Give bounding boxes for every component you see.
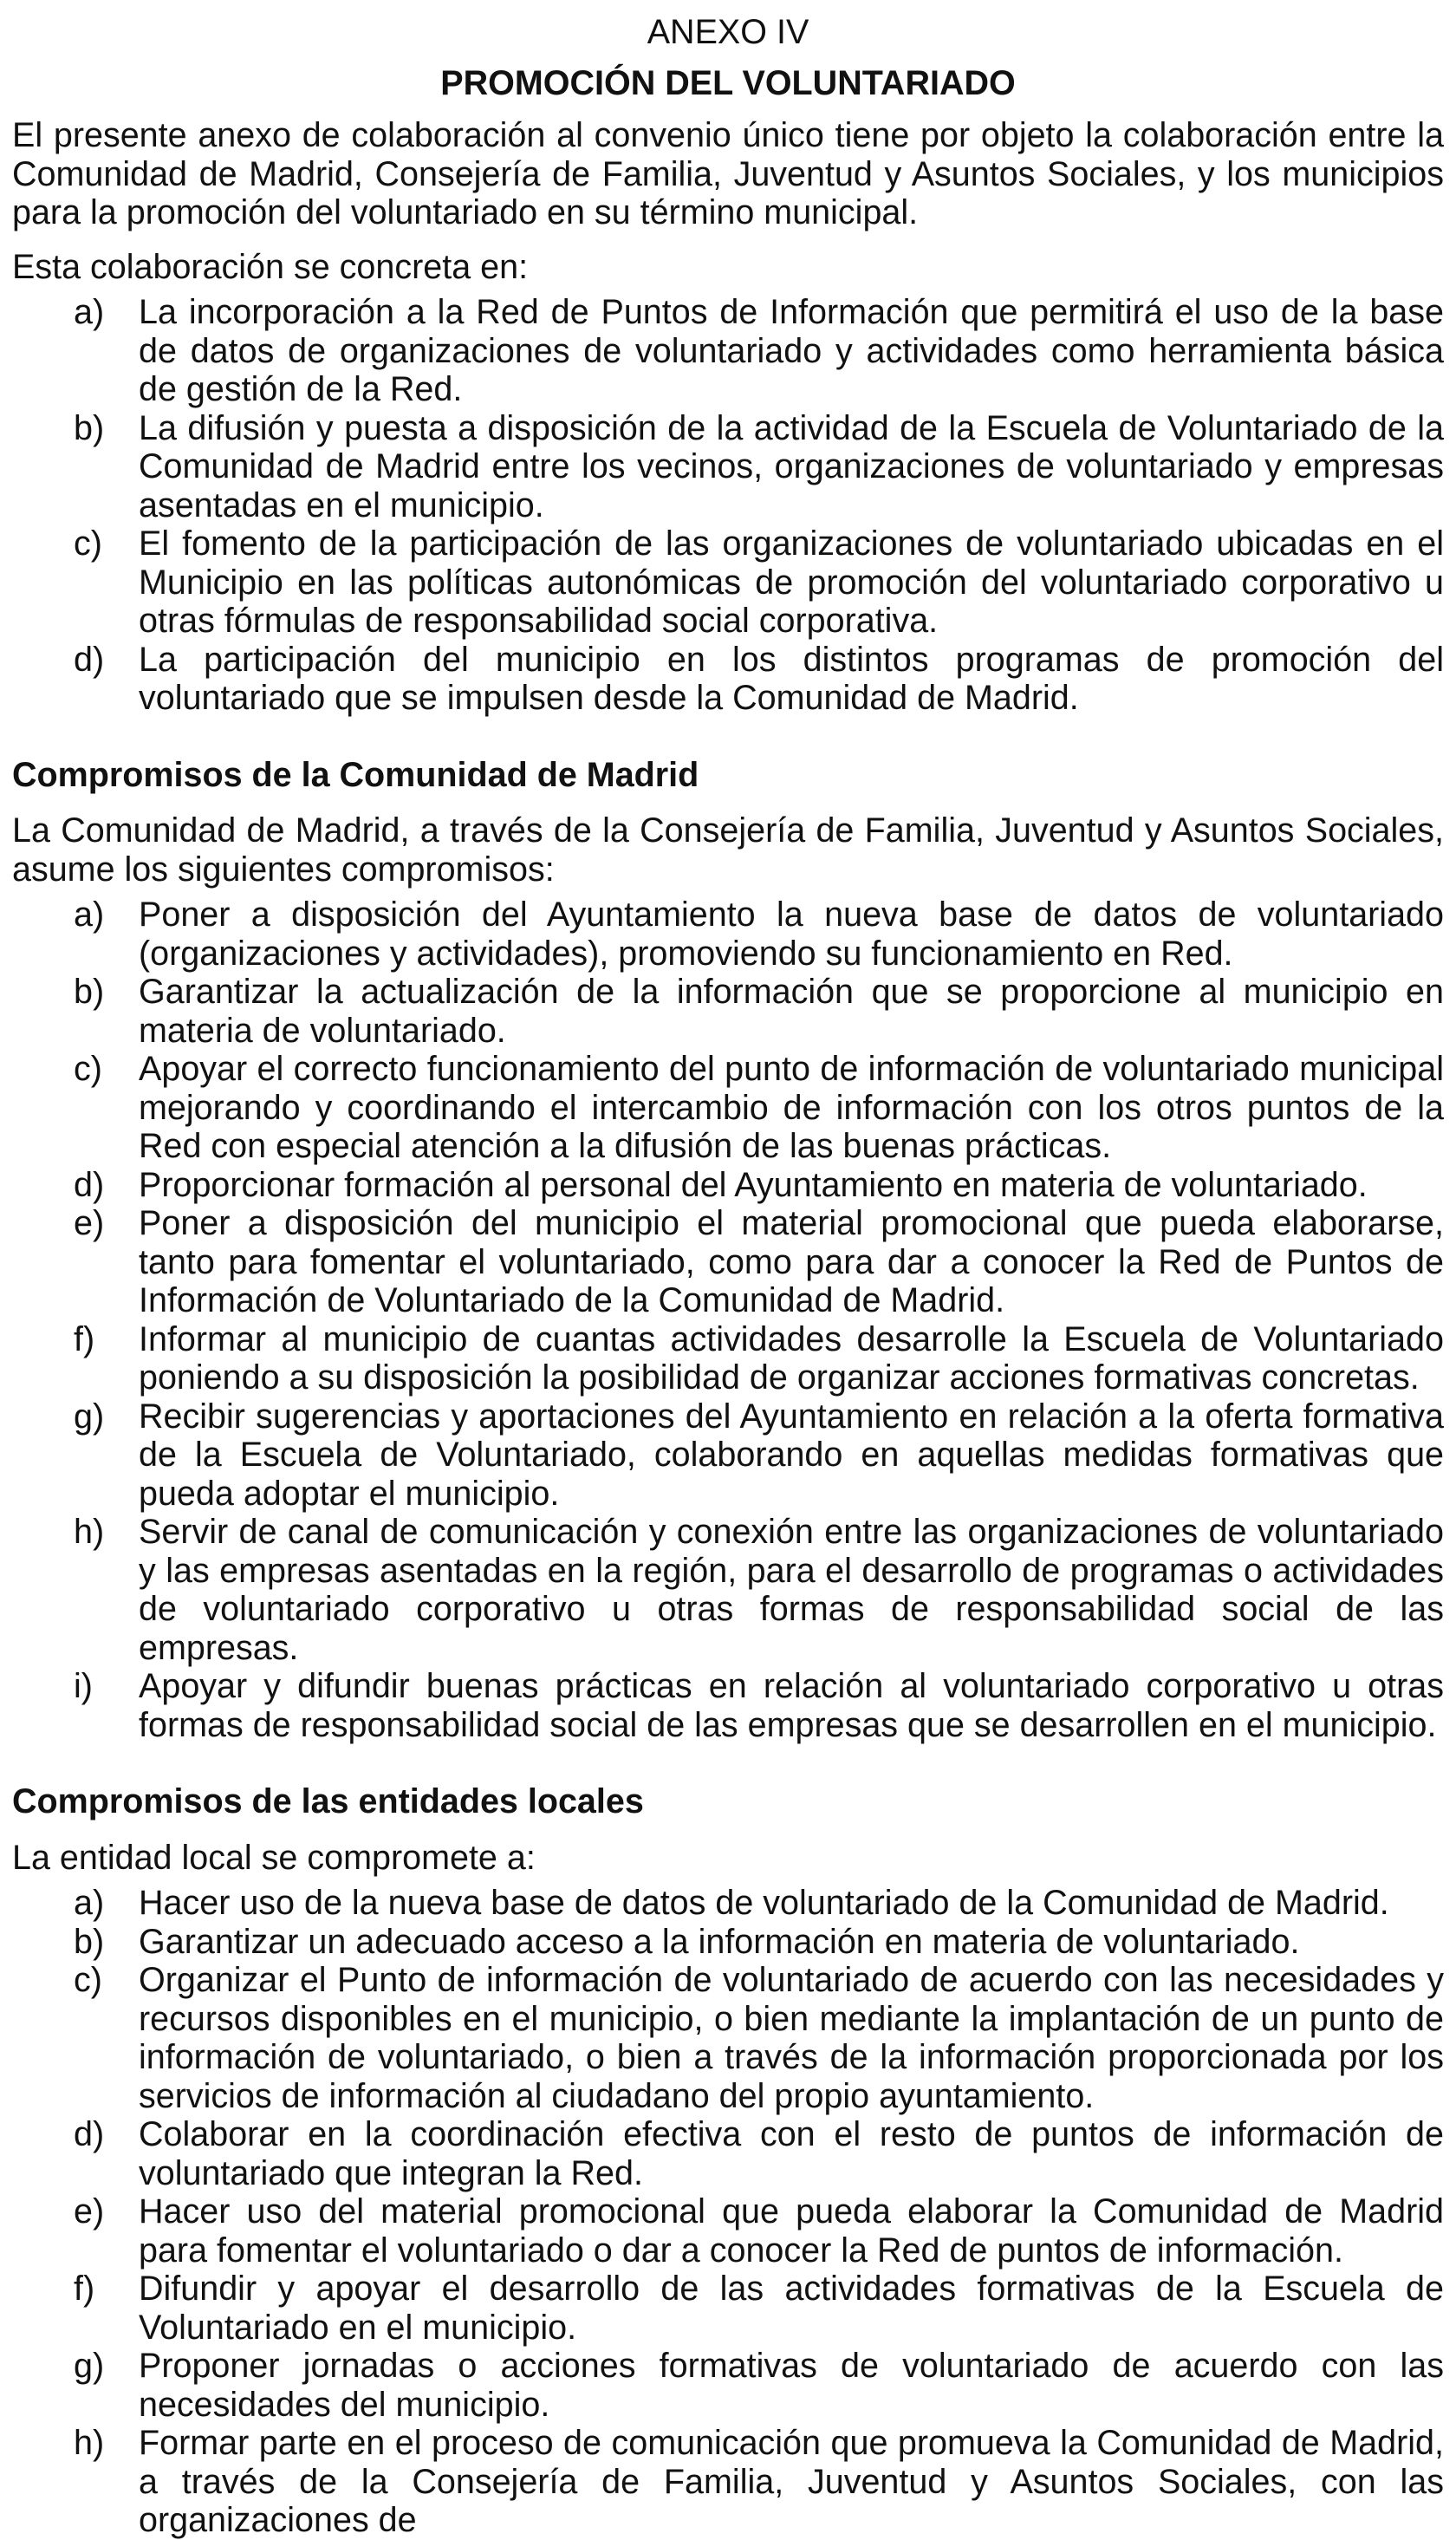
list-item [12, 1961, 1444, 2115]
list-item-text: Informar al municipio de cuantas actividades desarrolle la Escuela de Voluntariado poniendo a su disposición la posibilidad de organizar acciones formativas concretas. [139, 1319, 1444, 1397]
list-marker: i) [74, 1667, 93, 1705]
list-item-text: Formar parte en el proceso de comunicación que promueva la Comunidad de Madrid, a través de la Consejería de Familia, Juventud y Asuntos Sociales, con las organizaciones de [139, 2424, 1444, 2539]
list-item-text: Servir de canal de comunicación y conexión entre las organizaciones de voluntariado y las empresas asentadas en la región, para el desarrollo de programas o actividades de voluntariado corporativo u otras formas de responsabilidad social de las empresas. [139, 1513, 1444, 1667]
list-item [12, 2270, 1444, 2347]
list-marker: h) [74, 2424, 105, 2462]
list-item [12, 2347, 1444, 2424]
list-item-text: Proporcionar formación al personal del Ayuntamiento en materia de voluntariado. [139, 1165, 1368, 1204]
section-heading-cam: Compromisos de la Comunidad de Madrid [12, 755, 699, 794]
list-marker: g) [74, 1397, 105, 1436]
list-marker: a) [74, 1884, 105, 1922]
list-item [12, 1667, 1444, 1744]
annex-label: ANEXO IV [647, 13, 809, 51]
list-item [12, 1204, 1444, 1320]
section-heading-local: Compromisos de las entidades locales [12, 1782, 644, 1820]
list-item [12, 896, 1444, 973]
list-marker: a) [74, 896, 105, 934]
list-marker: b) [74, 1922, 105, 1961]
list-item-text: Hacer uso del material promocional que pueda elaborar la Comunidad de Madrid para fomentar el voluntariado o dar a conocer la Red de puntos de información. [139, 2192, 1444, 2270]
list-item-text: Difundir y apoyar el desarrollo de las actividades formativas de la Escuela de Voluntariado en el municipio. [139, 2270, 1444, 2347]
list-item-text: Poner a disposición del Ayuntamiento la nueva base de datos de voluntariado (organizaciones y actividades), promoviendo su funcionamiento en Red. [139, 896, 1444, 973]
list-item [12, 1320, 1444, 1397]
list-item [12, 1923, 1444, 1962]
list-item-text: Proponer jornadas o acciones formativas de voluntariado de acuerdo con las necesidades del municipio. [139, 2347, 1444, 2424]
list-marker: c) [74, 1961, 102, 1999]
list-item [12, 2192, 1444, 2270]
list-item [12, 1166, 1444, 1205]
list-marker: c) [74, 1050, 102, 1088]
list-item-text: Garantizar un adecuado acceso a la información en materia de voluntariado. [139, 1922, 1300, 1961]
list-marker: f) [74, 2270, 95, 2308]
list-item-text: La incorporación a la Red de Puntos de Información que permitirá el uso de la base de datos de organizaciones de voluntariado y actividades como herramienta básica de gestión de la Red. [139, 293, 1444, 408]
list-marker: f) [74, 1319, 95, 1358]
list-item-text: El fomento de la participación de las organizaciones de voluntariado ubicadas en el Municipio en las políticas autonómicas de promoción del voluntariado corporativo u otras fórmulas de responsabilidad social corporativa. [139, 524, 1444, 640]
list-item [12, 1397, 1444, 1514]
list-item-text: Recibir sugerencias y aportaciones del Ayuntamiento en relación a la oferta formativa de la Escuela de Voluntariado, colaborando en aquellas medidas formativas que pueda adoptar el municipio. [139, 1397, 1444, 1513]
list-item-text: Poner a disposición del municipio el material promocional que pueda elaborarse, tanto para fomentar el voluntariado, como para dar a conocer la Red de Puntos de Información de Voluntariado de la Comunidad de Madrid. [139, 1204, 1444, 1319]
intro-paragraph: El presente anexo de colaboración al convenio único tiene por objeto la colaboración entre la Comunidad de Madrid, Consejería de Familia, Juventud y Asuntos Sociales, y los municipios para la promoción del voluntariado en su término municipal. [12, 116, 1444, 231]
intro-lead: Esta colaboración se concreta en: [12, 247, 529, 286]
list-item [12, 1513, 1444, 1667]
list-item [12, 293, 1444, 409]
list-marker: g) [74, 2347, 105, 2385]
list-item [12, 973, 1444, 1050]
list-marker: h) [74, 1513, 105, 1551]
list-item [12, 641, 1444, 718]
local-list [12, 1884, 1444, 2540]
list-item [12, 2424, 1444, 2540]
list-item [12, 409, 1444, 525]
list-item-text: Hacer uso de la nueva base de datos de voluntariado de la Comunidad de Madrid. [139, 1884, 1389, 1922]
list-marker: a) [74, 293, 105, 331]
list-item-text: Colaborar en la coordinación efectiva con el resto de puntos de información de voluntariado que integran la Red. [139, 2115, 1444, 2192]
annex-title: PROMOCIÓN DEL VOLUNTARIADO [440, 64, 1016, 102]
list-marker: b) [74, 408, 105, 447]
list-item-text: La participación del municipio en los distintos programas de promoción del voluntariado que se impulsen desde la Comunidad de Madrid. [139, 640, 1444, 717]
list-item [12, 1884, 1444, 1923]
list-marker: b) [74, 973, 105, 1011]
list-marker: d) [74, 640, 105, 679]
list-item [12, 2115, 1444, 2192]
list-item-text: Apoyar el correcto funcionamiento del punto de información de voluntariado municipal mejorando y coordinando el intercambio de información con los otros puntos de la Red con especial atención a la difusión de las buenas prácticas. [139, 1050, 1444, 1165]
local-lead: La entidad local se compromete a: [12, 1838, 536, 1877]
list-item [12, 524, 1444, 641]
list-item-text: Apoyar y difundir buenas prácticas en relación al voluntariado corporativo u otras formas de responsabilidad social de las empresas que se desarrollen en el municipio. [139, 1667, 1444, 1744]
list-item-text: Garantizar la actualización de la información que se proporcione al municipio en materia de voluntariado. [139, 973, 1444, 1050]
list-marker: c) [74, 524, 102, 563]
list-item-text: La difusión y puesta a disposición de la actividad de la Escuela de Voluntariado de la Comunidad de Madrid entre los vecinos, organizaciones de voluntariado y empresas asentadas en el municipio. [139, 408, 1444, 524]
list-marker: d) [74, 2115, 105, 2153]
list-marker: d) [74, 1165, 105, 1204]
list-marker: e) [74, 1204, 105, 1242]
list-item-text: Organizar el Punto de información de voluntariado de acuerdo con las necesidades y recursos disponibles en el municipio, o bien mediante la implantación de un punto de información de voluntariado, o bien a través de la información proporcionada por los servicios de información al ciudadano del propio ayuntamiento. [139, 1961, 1444, 2115]
cam-list [12, 896, 1444, 1744]
list-item [12, 1050, 1444, 1166]
intro-list [12, 293, 1444, 718]
list-marker: e) [74, 2192, 105, 2231]
cam-lead: La Comunidad de Madrid, a través de la Consejería de Familia, Juventud y Asuntos Sociales, asume los siguientes compromisos: [12, 811, 1444, 889]
